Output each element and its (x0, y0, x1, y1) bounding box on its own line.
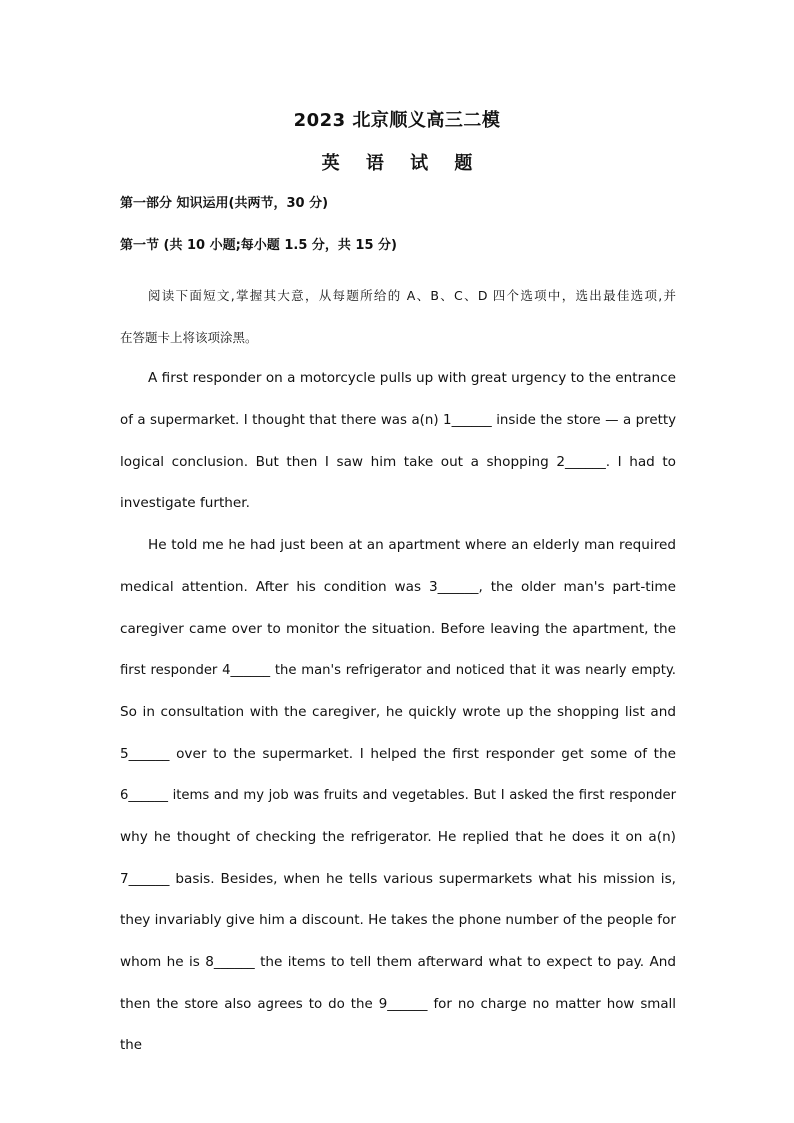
passage-line: whom he is 8______ the items to tell them afterward what to expect to pay. And (120, 954, 676, 970)
instruction-line: 在答题卡上将该项涂黑。 (120, 329, 258, 345)
passage-line: first responder 4______ the man's refrigerator and noticed that it was nearly empty. (120, 663, 676, 679)
passage-line: caregiver came over to monitor the situation. Before leaving the apartment, the (120, 620, 676, 637)
passage-line: 6______ items and my job was fruits and vegetables. But I asked the first responder (120, 788, 676, 804)
part-heading: 第一部分 知识运用(共两节，30 分) (120, 196, 329, 211)
passage-line: 5______ over to the supermarket. I helped the first responder get some of the (120, 745, 676, 762)
passage-line: why he thought of checking the refrigerator. He replied that he does it on a(n) (120, 828, 676, 845)
passage-line: they invariably give him a discount. He takes the phone number of the people for (120, 912, 676, 929)
passage-line: medical attention. After his condition was 3______, the older man's part-time (120, 578, 676, 595)
passage-line: So in consultation with the caregiver, he quickly wrote up the shopping list and (120, 703, 676, 720)
passage-line: 7______ basis. Besides, when he tells various supermarkets what his mission is, (120, 870, 676, 887)
instruction-line: 阅读下面短文,掌握其大意，从每题所给的 A、B、C、D 四个选项中，选出最佳选项,并 (148, 288, 676, 303)
document-subtitle: 英 语 试 题 (321, 153, 483, 174)
passage-line: logical conclusion. But then I saw him take out a shopping 2______. I had to (120, 453, 676, 470)
document-title: 2023 北京顺义高三二模 (293, 110, 501, 131)
passage-line: A first responder on a motorcycle pulls up with great urgency to the entrance (148, 370, 676, 387)
passage-line: then the store also agrees to do the 9______ for no charge no matter how small the (120, 996, 676, 1054)
passage-line: investigate further. (120, 495, 250, 512)
section-heading: 第一节 (共 10 小题;每小题 1.5 分，共 15 分) (120, 238, 397, 253)
passage (120, 275, 676, 1054)
passage-line: of a supermarket. I thought that there was a(n) 1______ inside the store — a pretty (120, 413, 676, 429)
passage-line: He told me he had just been at an apartment where an elderly man required (148, 537, 676, 554)
